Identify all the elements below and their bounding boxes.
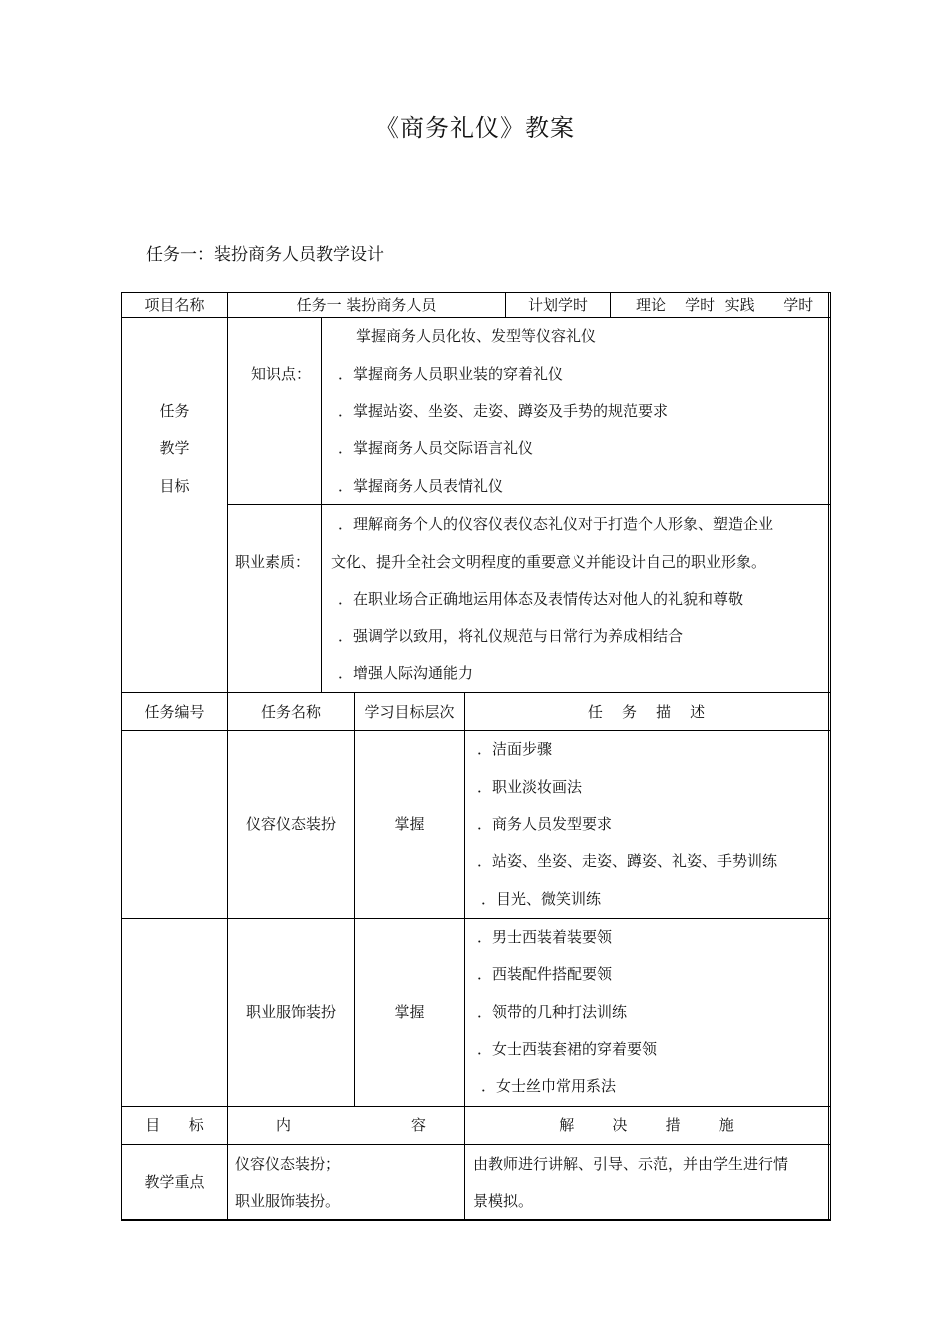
focus-content-line: 职业服饰装扮。 [235,1192,341,1210]
focus-measure-line: 由教师进行讲解、引导、示范，并由学生进行情 [473,1155,789,1173]
task-level: 掌握 [394,1003,425,1021]
list-item: ．在职业场合正确地运用体态及表情传达对他人的礼貌和尊敬 [338,590,744,608]
content-header-left: 内 [276,1116,292,1134]
list-item: ．强调学以致用，将礼仪规范与日常行为养成相结合 [338,627,684,645]
objectives-label-line: 教学 [159,439,190,457]
task-description-header: 任 务 描 述 [587,703,706,721]
project-name-value: 任务一 装扮商务人员 [296,296,437,314]
task-name: 职业服饰装扮 [245,1003,336,1021]
list-item: ．掌握商务人员交际语言礼仪 [338,439,534,457]
goal-header: 目 标 [145,1116,204,1134]
task-level-header: 学习目标层次 [364,703,455,721]
list-item: ．领带的几种打法训练 [477,1003,628,1021]
list-item: ．增强人际沟通能力 [338,664,474,682]
task-name: 仪容仪态装扮 [245,815,336,833]
list-item: 掌握商务人员化妆、发型等仪容礼仪 [356,327,597,345]
list-item: ．女士西装套裙的穿着要领 [477,1040,658,1058]
teaching-focus-label: 教学重点 [144,1173,205,1191]
objectives-label-line: 目标 [159,477,190,495]
planned-hours-label: 计划学时 [527,296,588,314]
task-name-header: 任务名称 [260,703,321,721]
focus-measure-line: 景模拟。 [473,1192,534,1210]
list-item: ．掌握商务人员表情礼仪 [338,477,504,495]
focus-content-line: 仪容仪态装扮； [235,1155,341,1173]
content-header-right: 容 [411,1116,427,1134]
task-level: 掌握 [394,815,425,833]
professional-label: 职业素质： [235,553,311,571]
document-subtitle: 任务一：装扮商务人员教学设计 [146,245,384,265]
list-item: ．洁面步骤 [477,740,553,758]
list-item: ．西装配件搭配要领 [477,965,613,983]
task-number-header: 任务编号 [144,703,205,721]
list-item: ．商务人员发型要求 [477,815,613,833]
measures-header: 解 决 措 施 [559,1116,734,1134]
list-item: ．理解商务个人的仪容仪表仪态礼仪对于打造个人形象、塑造企业 [338,515,774,533]
list-item: ．掌握商务人员职业装的穿着礼仪 [338,365,564,383]
list-item: ．女士丝巾常用系法 [481,1077,617,1095]
document-title: 《商务礼仪》教案 [375,114,575,142]
project-name-label: 项目名称 [144,296,205,314]
list-item: ．掌握站姿、坐姿、走姿、蹲姿及手势的规范要求 [338,402,669,420]
list-item: ．男士西装着装要领 [477,928,613,946]
list-item: 文化、提升全社会文明程度的重要意义并能设计自己的职业形象。 [331,553,767,571]
knowledge-label: 知识点： [251,365,312,383]
list-item: ．职业淡妆画法 [477,778,583,796]
list-item: ．目光、微笑训练 [481,890,602,908]
hours-detail: 理论 学时 实践 学时 [636,296,814,314]
objectives-label-line: 任务 [159,402,190,420]
list-item: ．站姿、坐姿、走姿、蹲姿、礼姿、手势训练 [477,852,778,870]
